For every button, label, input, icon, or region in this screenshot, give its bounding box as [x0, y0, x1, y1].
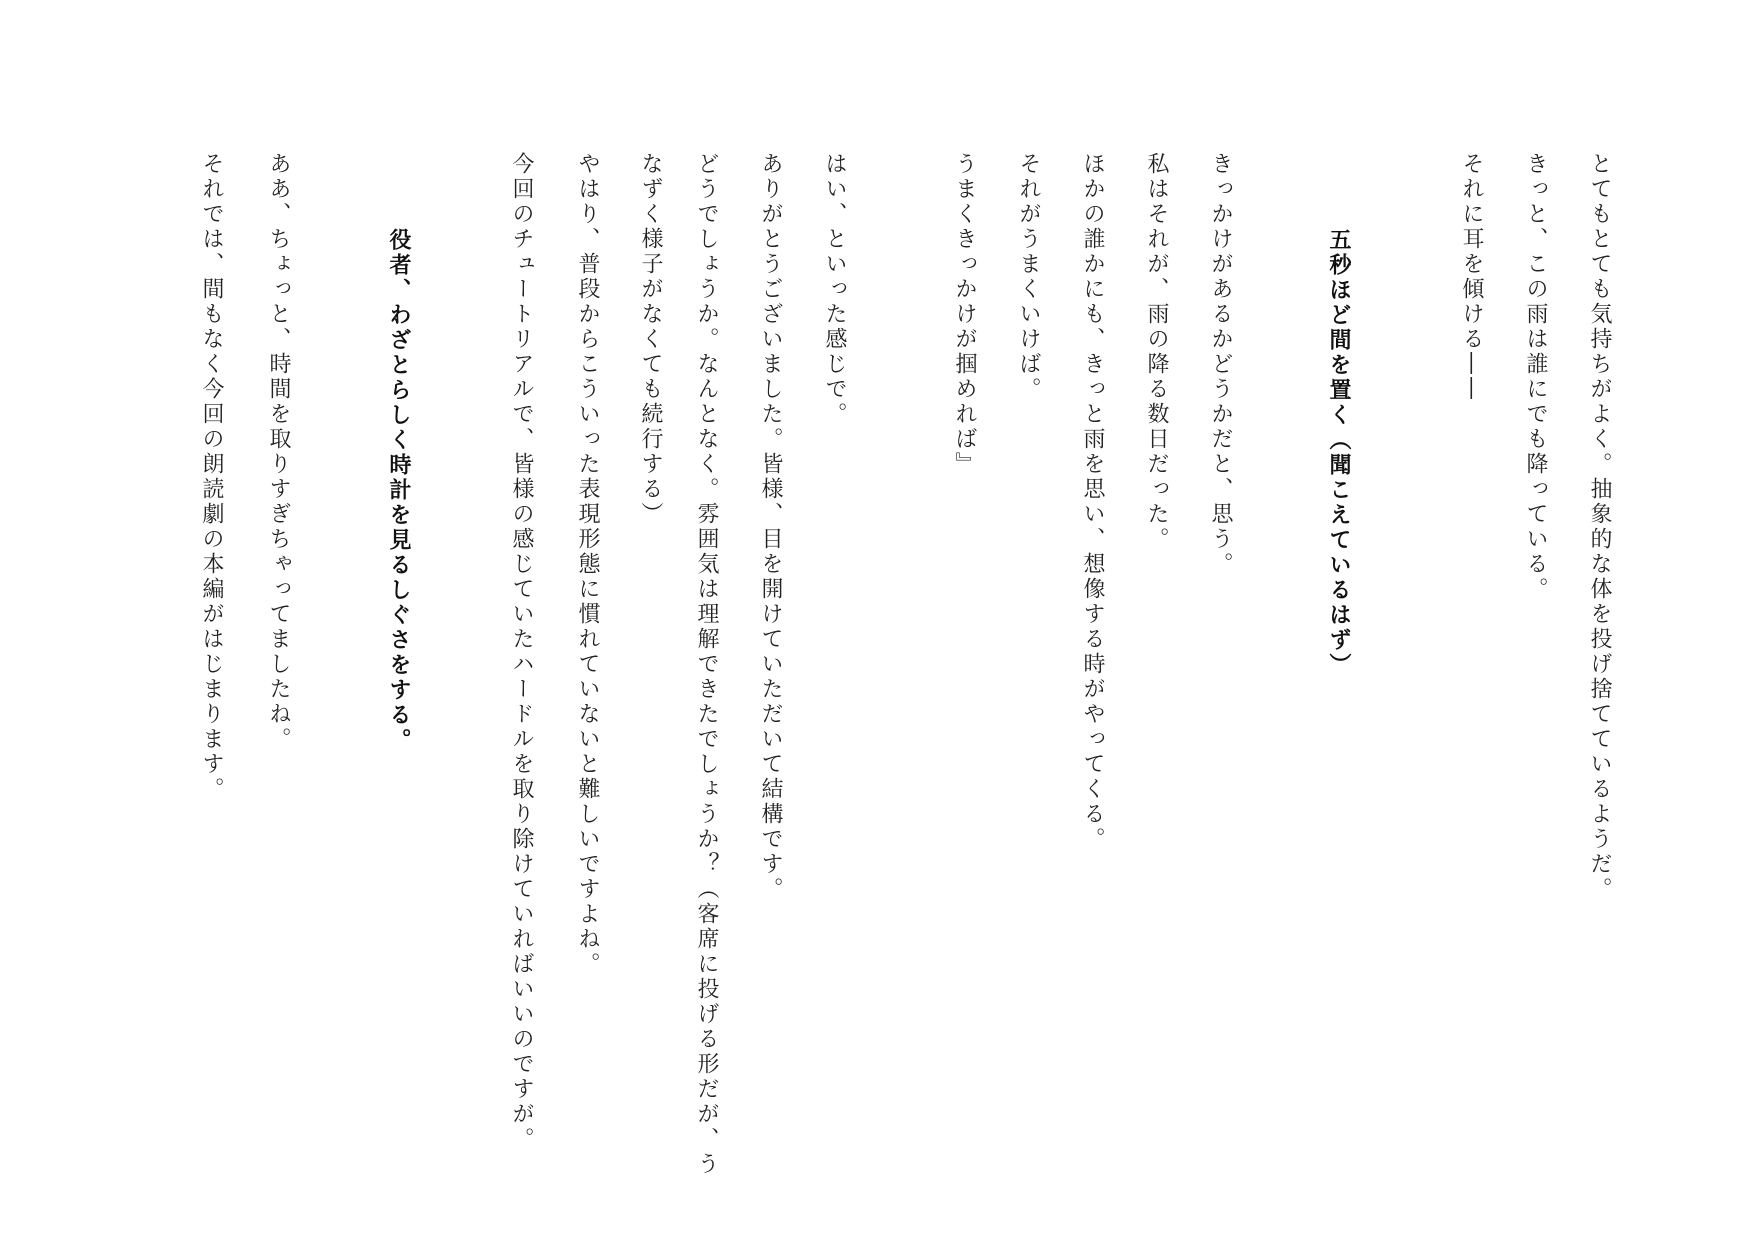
script-line: ありがとうございました。皆様、目を開けていただいて結構です。: [758, 152, 783, 902]
script-line: やはり、普段からこういった表現形態に慣れていないと難しいですよね。: [575, 152, 600, 977]
stage-direction: 五秒ほど間を置く（聞こえているはず）: [1326, 228, 1351, 678]
script-line: なずく様子がなくても続行する）: [638, 152, 663, 527]
script-line: とてもとても気持ちがよく。抽象的な体を投げ捨てているようだ。: [1587, 152, 1612, 902]
script-line: それでは、間もなく今回の朗読劇の本編がはじまります。: [199, 152, 224, 802]
script-line: うまくきっかけが掴めれば』: [952, 152, 977, 477]
script-line: それに耳を傾ける――: [1459, 152, 1484, 402]
script-line: それがうまくいけば。: [1016, 152, 1041, 402]
script-line: 今回のチュートリアルで、皆様の感じていたハードルを取り除けていればいいのですが。: [509, 152, 534, 1152]
script-line: はい、といった感じで。: [822, 152, 847, 427]
stage-direction: 役者、わざとらしく時計を見るしぐさをする。: [386, 228, 411, 753]
script-line: ほかの誰かにも、きっと雨を思い、想像する時がやってくる。: [1080, 152, 1105, 852]
script-line: 私はそれが、雨の降る数日だった。: [1144, 152, 1169, 552]
script-line: ああ、ちょっと、時間を取りすぎちゃってましたね。: [266, 152, 291, 752]
script-line: きっかけがあるかどうかだと、思う。: [1208, 152, 1233, 577]
script-line: きっと、この雨は誰にでも降っている。: [1523, 152, 1548, 602]
script-line: どうでしょうか。なんとなく。雰囲気は理解できたでしょうか？（客席に投げる形だが、う: [694, 152, 719, 1177]
